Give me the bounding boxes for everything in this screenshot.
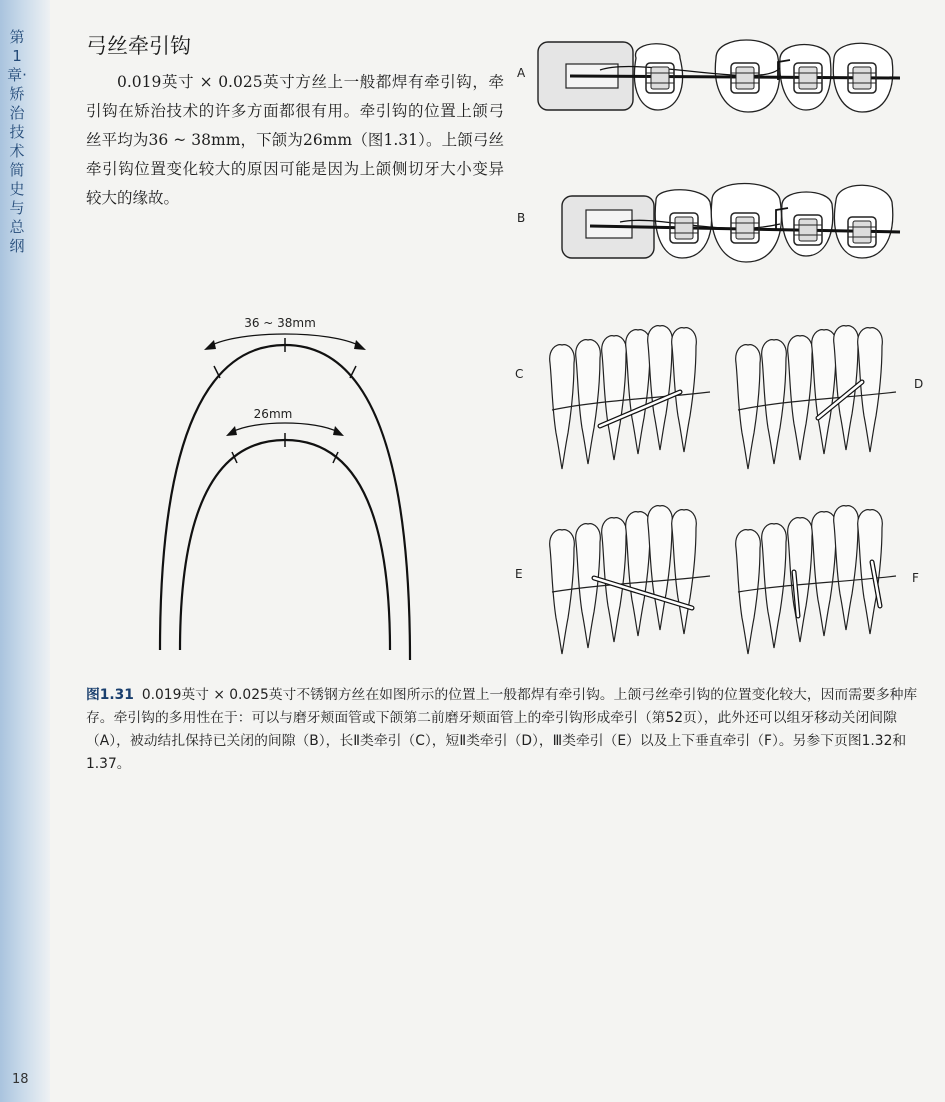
- panel-label-f: F: [912, 571, 919, 585]
- section-title: 弓丝牵引钩: [86, 34, 191, 58]
- panel-label-a: A: [517, 66, 526, 80]
- panel-label-d: D: [914, 377, 924, 391]
- chapter-title-vertical: 第1章·矫治技术简史与总纲: [7, 28, 27, 255]
- arch-wire-diagram: [160, 316, 410, 660]
- figure-caption-label: 图1.31: [86, 687, 134, 703]
- panel-e-class-iii: [515, 506, 710, 654]
- panel-c-long-class-ii: [515, 326, 710, 469]
- panel-d-short-class-ii: [736, 326, 924, 469]
- panel-label-e: E: [515, 567, 523, 581]
- figure-caption: [86, 684, 926, 776]
- panel-label-c: C: [515, 367, 524, 381]
- panel-a-close-spaces: [517, 40, 900, 112]
- panel-label-b: B: [517, 211, 526, 225]
- page-number: 18: [12, 1072, 29, 1087]
- figure-caption-text: 0.019英寸 × 0.025英寸不锈钢方丝在如图所示的位置上一般都焊有牵引钩。上颌弓丝牵引钩的位置变化较大，因而需要多种库存。牵引钩的多用性在于：可以与磨牙颊面管或下颌第二前磨牙颊面管上的牵引钩形成牵引（第52页），此外还可以组牙移动关闭间隙（A），被动结扎保持已关闭的间隙（B），长Ⅱ类牵引（C），短Ⅱ类牵引（D），Ⅲ类牵引（E）以及上下垂直牵引（F）。另参下页图1.32和1.37。: [86, 687, 918, 772]
- upper-arch-wire: [160, 345, 410, 660]
- lower-arch-wire: [180, 440, 390, 650]
- section-body-text: 0.019英寸 × 0.025英寸方丝上一般都焊有牵引钩，牵引钩在矫治技术的许多方面都很有用。牵引钩的位置上颌弓丝平均为36 ~ 38mm，下颌为26mm（图1.31）。上颌弓丝牵引钩位置变化较大的原因可能是因为上颌侧切牙大小变异较大的缘故。: [86, 73, 504, 207]
- lower-arch-measurement: 26mm: [253, 407, 293, 421]
- panel-b-passive-tie-back: [517, 184, 900, 263]
- panel-f-vertical-elastics: [736, 506, 919, 654]
- upper-arch-measurement: 36 ~ 38mm: [244, 316, 316, 330]
